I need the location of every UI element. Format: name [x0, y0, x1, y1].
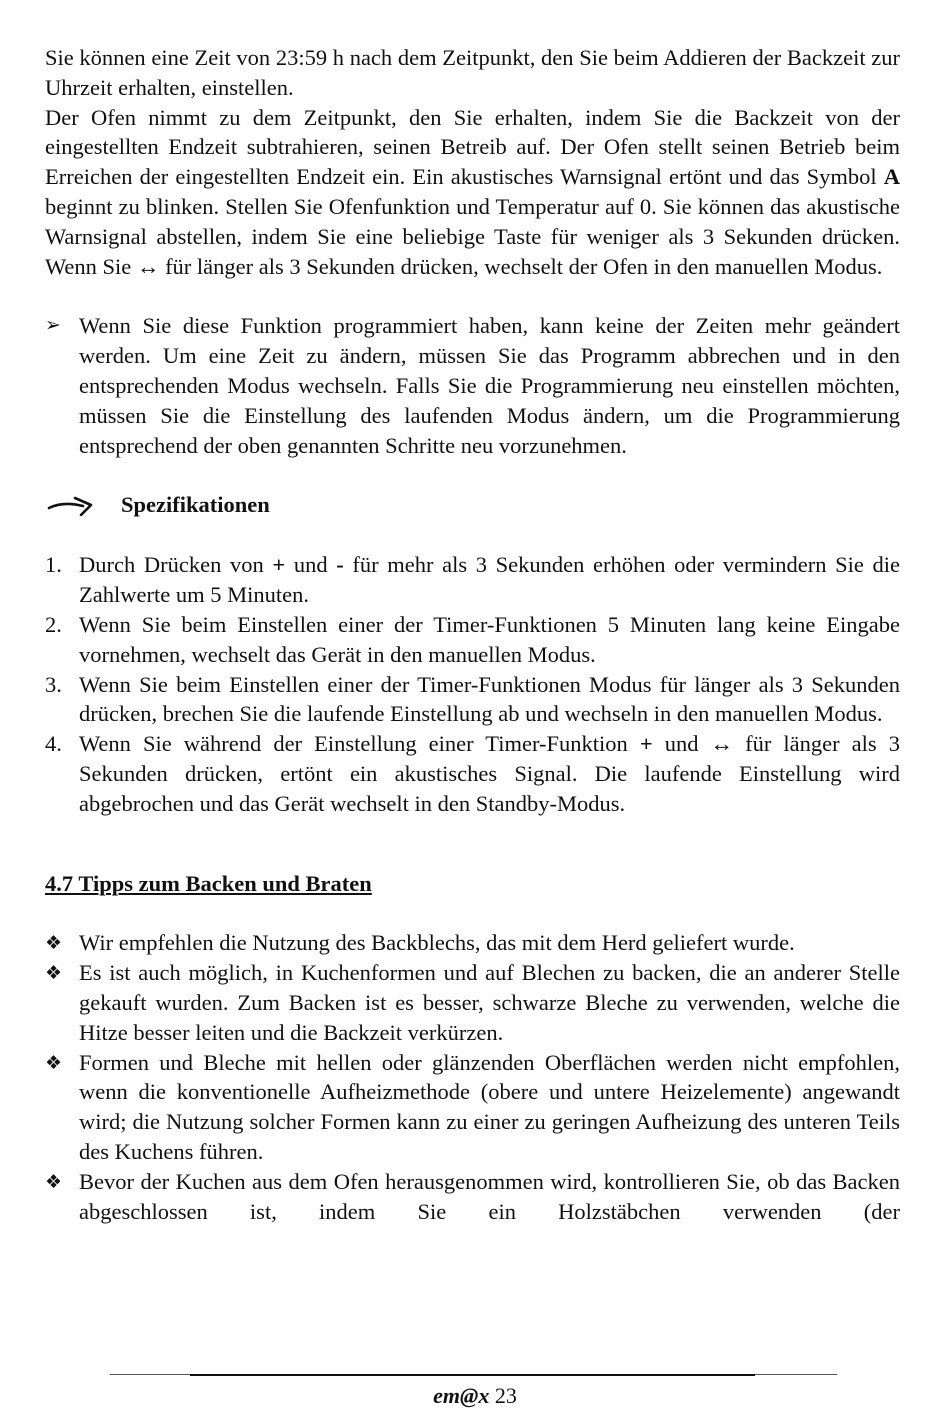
list-number: 3.	[45, 671, 62, 697]
diamond-bullet-icon: ❖	[45, 1170, 63, 1193]
intro-text-c: für länger als 3 Sekunden drücken, wechselt der Ofen in den manuellen Modus.	[159, 253, 883, 279]
specifications-title: Spezifikationen	[121, 492, 270, 518]
diamond-bullet-icon: ❖	[45, 1051, 63, 1074]
item-text: Wenn Sie beim Einstellen einer der Timer-Funktionen Modus für länger als 3 Sekunden drücken, brechen Sie die laufende Einstellung ab und wechseln in den manuellen Modus.	[79, 671, 900, 727]
tip-text: Formen und Bleche mit hellen oder glänzenden Oberflächen werden nicht empfohlen, wenn die konventionelle Aufheizmethode (obere und untere Heizelemente) angewandt wird; die Nutzung solcher Formen kann zu einer zu geringen Aufheizung des unteren Teils des Kuchens führen.	[79, 1049, 900, 1164]
item-text-b: und	[652, 731, 711, 757]
note-block	[45, 311, 900, 460]
page-content	[45, 43, 900, 1226]
diamond-bullet-icon: ❖	[45, 932, 63, 955]
list-number: 2.	[45, 611, 62, 637]
double-arrow-icon: ↔	[136, 253, 160, 279]
list-item	[45, 958, 900, 1047]
intro-section	[45, 43, 900, 281]
list-item	[45, 729, 900, 818]
list-item	[45, 670, 900, 730]
arrowhead-bullet-icon: ➢	[45, 314, 61, 337]
item-text-a: Wenn Sie während der Einstellung einer Timer-Funktion	[79, 731, 640, 757]
intro-paragraph-1: Sie können eine Zeit von 23:59 h nach dem Zeitpunkt, den Sie beim Addieren der Backzeit zur Uhrzeit erhalten, einstellen.	[45, 45, 900, 100]
tip-text: Bevor der Kuchen aus dem Ofen herausgenommen wird, kontrollieren Sie, ob das Backen abgeschlossen ist, indem Sie ein Holzstäbchen verwenden (der	[79, 1168, 900, 1224]
list-number: 4.	[45, 731, 62, 757]
section-heading: 4.7 Tipps zum Backen und Braten	[45, 870, 372, 896]
tip-text: Es ist auch möglich, in Kuchenformen und auf Blechen zu backen, die an anderer Stelle gekauft wurden. Zum Backen ist es besser, schwarze Bleche zu verwenden, welche die Hitze besser leiten und die Backzeit verkürzen.	[79, 960, 900, 1045]
list-number: 1.	[45, 552, 62, 578]
intro-text-b: beginnt zu blinken. Stellen Sie Ofenfunktion und Temperatur auf 0. Sie können das akustische Warnsignal abstellen, indem Sie eine beliebige Taste für weniger als 3 Sekunden drücken. Wenn Sie	[45, 193, 900, 279]
list-item	[45, 550, 900, 610]
double-arrow-icon: ↔	[710, 731, 734, 757]
list-item	[45, 928, 900, 958]
symbol-a: A	[883, 164, 900, 190]
item-text-a: Durch Drücken von	[79, 552, 273, 578]
page-footer	[0, 1381, 950, 1411]
tip-text: Wir empfehlen die Nutzung des Backblechs, das mit dem Herd geliefert wurde.	[79, 930, 795, 956]
brand-name: em@x	[433, 1383, 490, 1408]
plus-symbol: +	[272, 552, 286, 578]
minus-symbol: -	[336, 552, 344, 578]
list-item	[45, 610, 900, 670]
tips-list	[45, 928, 900, 1226]
specifications-list	[45, 550, 900, 818]
item-text: Wenn Sie beim Einstellen einer der Timer-Funktionen 5 Minuten lang keine Eingabe vornehmen, wechselt das Gerät in den manuellen Modus.	[79, 611, 900, 667]
specifications-heading	[45, 490, 900, 520]
curved-arrow-icon	[47, 494, 95, 516]
item-text-c: für länger als 3 Sekunden drücken, ertönt ein akustisches Signal. Die laufende Einstellung wird abgebrochen und das Gerät wechselt in den Standby-Modus.	[79, 731, 900, 816]
intro-paragraph-2	[45, 103, 900, 282]
page-number: 23	[494, 1383, 517, 1408]
footer-divider-center	[190, 1374, 755, 1376]
list-item	[45, 1167, 900, 1227]
note-text: Wenn Sie diese Funktion programmiert haben, kann keine der Zeiten mehr geändert werden. Um eine Zeit zu ändern, müssen Sie das Programm abbrechen und in den entsprechenden Modus wechseln. Falls Sie die Programmierung neu einstellen möchten, müssen Sie die Einstellung des laufenden Modus ändern, um die Programmierung entsprechend der oben genannten Schritte neu vorzunehmen.	[79, 313, 900, 458]
intro-text-a: Der Ofen nimmt zu dem Zeitpunkt, den Sie erhalten, indem Sie die Backzeit von der eingestellten Endzeit subtrahieren, seinen Betreib auf. Der Ofen stellt seinen Betrieb beim Erreichen der eingestellten Endzeit ein. Ein akustisches Warnsignal ertönt und das Symbol	[45, 104, 900, 190]
item-text-c: für mehr als 3 Sekunden erhöhen oder vermindern Sie die Zahlwerte um 5 Minuten.	[79, 552, 901, 608]
diamond-bullet-icon: ❖	[45, 962, 63, 985]
plus-symbol: +	[639, 731, 653, 757]
item-text-b: und	[285, 552, 337, 578]
list-item	[45, 1048, 900, 1167]
